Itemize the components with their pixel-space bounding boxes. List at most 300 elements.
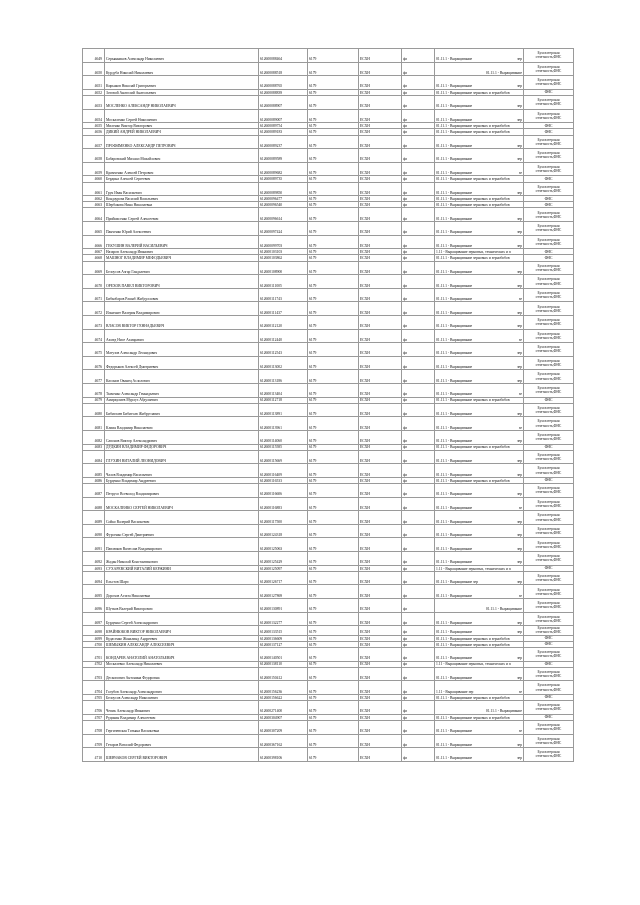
entity-kind: фл [402, 565, 435, 571]
tax-office-code: 6179 [308, 316, 359, 330]
activity-tail: зер [517, 439, 522, 444]
report-source: Бухгалтерская отчетность,ФНС [524, 76, 574, 90]
entity-kind: фл [402, 661, 435, 667]
activity-text: 01.11.1 - Выращивание [436, 378, 473, 383]
tax-office-code: 6179 [308, 89, 359, 95]
table-row [83, 162, 574, 176]
tax-office-code: 6179 [308, 714, 359, 720]
taxpayer-name: Сойко Валерий Васильевич [105, 511, 259, 525]
activity-text: 01.11.1 - Выращивание [436, 365, 473, 370]
inn-value: 612600089237 [259, 135, 308, 149]
taxpayer-name: ГЕКУШИН ВАЛЕРИЙ ВАСИЛЬЕВИЧ [105, 235, 259, 249]
taxpayer-name: ОРЕХОВ ПАВЕЛ ВИКТОРОВИЧ [105, 275, 259, 289]
report-source: ФНС [524, 196, 574, 202]
entity-kind: фл [402, 571, 435, 585]
table-row [83, 235, 574, 249]
activity-text: 01.11.1 - Выращивание [436, 560, 473, 565]
taxpayer-name: Дорохов Агзата Николаевна [105, 585, 259, 599]
activity-tail: зер [517, 742, 522, 747]
tax-regime: ЕСХН [359, 450, 402, 464]
tax-office-code: 6179 [308, 302, 359, 316]
entity-kind: фл [402, 275, 435, 289]
tax-regime: ЕСХН [359, 316, 402, 330]
report-source: Бухгалтерская отчетность,ФНС [524, 62, 574, 76]
tax-regime: ЕСХН [359, 484, 402, 498]
table-row [83, 356, 574, 370]
taxpayer-name: Бабаровский Михаил Михайлович [105, 149, 259, 163]
table-row [83, 370, 574, 384]
activity-code [435, 370, 524, 384]
tax-regime: ЕСХН [359, 477, 402, 483]
activity-tail: зе [518, 171, 522, 176]
row-number: 4665 [83, 222, 105, 236]
activity-tail: зер [517, 630, 522, 635]
tax-regime: ЕСХН [359, 383, 402, 397]
activity-code [435, 109, 524, 123]
tax-regime: ЕСХН [359, 95, 402, 109]
activity-text: 1.11 - Выращивание зерновых, технических и п [436, 250, 511, 255]
report-source: Бухгалтерская отчетность,ФНС [524, 403, 574, 417]
report-source: Бухгалтерская отчетность,ФНС [524, 343, 574, 357]
entity-kind: фл [402, 370, 435, 384]
tax-regime: ЕСХН [359, 202, 402, 208]
taxpayer-name: Ильичнег Валерия Владимирович [105, 302, 259, 316]
tax-office-code: 6179 [308, 370, 359, 384]
activity-tail: зер [517, 84, 522, 89]
tax-office-code: 6179 [308, 565, 359, 571]
row-number: 4662 [83, 196, 105, 202]
activity-text: 01.11.1 - Выращивание зерновых и зернобобов [436, 256, 510, 261]
entity-kind: фл [402, 648, 435, 662]
taxpayer-name: Курдуба Николай Николаевич [105, 62, 259, 76]
inn-value: 612600089183 [259, 129, 308, 135]
report-source: ФНС [524, 565, 574, 571]
taxpayer-name: Приймасенко Сергей Алексеевич [105, 208, 259, 222]
taxpayer-name: Шербакова Нина Николаевна [105, 202, 259, 208]
report-source: Бухгалтерская отчетность,ФНС [524, 667, 574, 681]
activity-code [435, 403, 524, 417]
tax-regime: ЕСХН [359, 626, 402, 635]
tax-regime: ЕСХН [359, 403, 402, 417]
activity-tail: зер [517, 310, 522, 315]
activity-tail: 01.11.1 - Выращивание [485, 709, 522, 714]
tax-regime: ЕСХН [359, 714, 402, 720]
report-source: Бухгалтерская отчетность,ФНС [524, 109, 574, 123]
tax-office-code: 6179 [308, 182, 359, 196]
report-source: Бухгалтерская отчетность,ФНС [524, 135, 574, 149]
report-source: Бухгалтерская отчетность,ФНС [524, 524, 574, 538]
table-row [83, 648, 574, 662]
row-number: 4679 [83, 397, 105, 403]
inn-value: 612600116606 [259, 484, 308, 498]
taxpayer-name: Бибиглаев Бибиесав Жибруглавич [105, 403, 259, 417]
taxpayer-name: ШЕМЫКИН АЛЕКСАНДР АЛЕКСЕЕВИЧ [105, 641, 259, 647]
table-row [83, 383, 574, 397]
activity-text: 1.11 - Выращивание зерновых, технических и п [436, 566, 511, 571]
tax-regime: ЕСХН [359, 612, 402, 626]
activity-text: 01.11.1 - Выращивание зерновых и зернобобов [436, 478, 510, 483]
tax-office-code: 6179 [308, 95, 359, 109]
tax-regime: ЕСХН [359, 497, 402, 511]
taxpayer-name: Москаленко Сергей Николаевич [105, 109, 259, 123]
report-source: Бухгалтерская отчетность,ФНС [524, 497, 574, 511]
activity-code [435, 497, 524, 511]
activity-tail: зе [518, 593, 522, 598]
entity-kind: фл [402, 176, 435, 182]
activity-text: 01.11.1 - Выращивание [436, 243, 473, 248]
activity-tail: зер [517, 412, 522, 417]
activity-text: 01.11.1 - Выращивание зерновых и зернобобов [436, 398, 510, 403]
activity-text: 1.11 - Выращивание зер [436, 689, 474, 694]
tax-office-code: 6179 [308, 734, 359, 748]
inn-value: 612600108900 [259, 261, 308, 275]
activity-code [435, 511, 524, 525]
tax-regime: ЕСХН [359, 208, 402, 222]
entity-kind: фл [402, 49, 435, 63]
tax-office-code: 6179 [308, 255, 359, 261]
entity-kind: фл [402, 356, 435, 370]
tax-office-code: 6179 [308, 249, 359, 255]
activity-text: 01.11.1 - Выращивание [436, 505, 473, 510]
report-source: Бухгалтерская отчетность,ФНС [524, 648, 574, 662]
taxpayer-name: Амиркулиев Мурлуз Абдулаевич [105, 397, 259, 403]
row-number: 4693 [83, 565, 105, 571]
tax-regime: ЕСХН [359, 196, 402, 202]
tax-office-code: 6179 [308, 612, 359, 626]
tax-regime: ЕСХН [359, 49, 402, 63]
tax-regime: ЕСХН [359, 464, 402, 478]
inn-value: 612600088839 [259, 89, 308, 95]
tax-regime: ЕСХН [359, 356, 402, 370]
report-source: Бухгалтерская отчетность,ФНС [524, 316, 574, 330]
table-row [83, 109, 574, 123]
tax-office-code: 6179 [308, 464, 359, 478]
report-source: Бухгалтерская отчетность,ФНС [524, 599, 574, 613]
table-row [83, 329, 574, 343]
activity-text: 01.11.1 - Выращивание зер [436, 580, 478, 585]
entity-kind: фл [402, 714, 435, 720]
report-source: Бухгалтерская отчетность,ФНС [524, 182, 574, 196]
activity-code [435, 524, 524, 538]
tax-office-code: 6179 [308, 129, 359, 135]
tax-office-code: 6179 [308, 196, 359, 202]
entity-kind: фл [402, 477, 435, 483]
tax-regime: ЕСХН [359, 648, 402, 662]
inn-value: 612600125097 [259, 565, 308, 571]
taxpayer-name: Павлюков Вячеслав Владимирович [105, 538, 259, 552]
inn-value: 612600125429 [259, 552, 308, 566]
inn-value: 612600113404 [259, 383, 308, 397]
inn-value: 612600307209 [259, 720, 308, 734]
activity-code [435, 62, 524, 76]
row-number: 4667 [83, 249, 105, 255]
inn-value: 612600138110 [259, 661, 308, 667]
entity-kind: фл [402, 76, 435, 90]
inn-value: 612600126717 [259, 571, 308, 585]
activity-code [435, 222, 524, 236]
taxpayer-name: КОНДАРЕВ АНАТОЛИЙ АНАТОЛЬЕВИЧ [105, 648, 259, 662]
entity-kind: фл [402, 162, 435, 176]
table-row [83, 417, 574, 431]
activity-tail: зер [517, 104, 522, 109]
tax-regime: ЕСХН [359, 302, 402, 316]
inn-value: 612600096614 [259, 208, 308, 222]
entity-kind: фл [402, 484, 435, 498]
tax-regime: ЕСХН [359, 417, 402, 431]
report-source: ФНС [524, 249, 574, 255]
tax-regime: ЕСХН [359, 261, 402, 275]
taxpayer-name: Белоусов Азгар Гандалевич [105, 261, 259, 275]
table-row [83, 612, 574, 626]
table-row [83, 552, 574, 566]
tax-office-code: 6179 [308, 538, 359, 552]
tax-regime: ЕСХН [359, 162, 402, 176]
inn-value: 612600140501 [259, 648, 308, 662]
activity-code [435, 701, 524, 715]
tax-regime: ЕСХН [359, 76, 402, 90]
tax-office-code: 6179 [308, 701, 359, 715]
activity-text: 01.11.1 - Выращивание зерновых и зернобобов [436, 203, 510, 208]
entity-kind: фл [402, 302, 435, 316]
report-source: ФНС [524, 129, 574, 135]
activity-code [435, 565, 524, 571]
tax-regime: ЕСХН [359, 249, 402, 255]
report-source: Бухгалтерская отчетность,ФНС [524, 208, 574, 222]
taxpayer-name: Фурсенко Сергей Дмитриевич [105, 524, 259, 538]
entity-kind: фл [402, 95, 435, 109]
activity-tail: зе [518, 297, 522, 302]
activity-tail: зер [517, 243, 522, 248]
entity-kind: фл [402, 383, 435, 397]
report-source: ФНС [524, 714, 574, 720]
tax-regime: ЕСХН [359, 370, 402, 384]
tax-office-code: 6179 [308, 648, 359, 662]
entity-kind: фл [402, 288, 435, 302]
activity-text: 01.11.1 - Выращивание зерновых и зернобобов [436, 445, 510, 450]
report-source: ФНС [524, 176, 574, 182]
tax-regime: ЕСХН [359, 123, 402, 129]
activity-code [435, 76, 524, 90]
taxpayer-name: ВЛАСОВ ВИКТОР ГЕННАДЬЕВИЧ [105, 316, 259, 330]
activity-text: 01.11.1 - Выращивание [436, 337, 473, 342]
taxpayer-name: КРАЙНЮКОВ ВИКТОР НИКОЛАЕВИЧ [105, 626, 259, 635]
inn-value: 612600137127 [259, 641, 308, 647]
activity-code [435, 95, 524, 109]
tax-office-code: 6179 [308, 62, 359, 76]
tax-regime: ЕСХН [359, 571, 402, 585]
report-source: Бухгалтерская отчетность,ФНС [524, 571, 574, 585]
tax-regime: ЕСХН [359, 734, 402, 748]
taxpayer-name: Ельстов Шарч [105, 571, 259, 585]
activity-tail: зер [517, 580, 522, 585]
tax-regime: ЕСХН [359, 182, 402, 196]
inn-value: 612600127869 [259, 585, 308, 599]
tax-regime: ЕСХН [359, 329, 402, 343]
inn-value: 612600112543 [259, 343, 308, 357]
taxpayer-name: Клиия Владимир Николаевич [105, 417, 259, 431]
activity-text: 01.11.1 - Выращивание зерновых и зернобобов [436, 90, 510, 95]
taxpayer-name: Гергичевская Татьяна Васильевна [105, 720, 259, 734]
table-row [83, 135, 574, 149]
table-row [83, 182, 574, 196]
activity-code [435, 261, 524, 275]
activity-code [435, 356, 524, 370]
activity-code [435, 383, 524, 397]
activity-code [435, 571, 524, 585]
row-number: 4664 [83, 208, 105, 222]
report-source: Бухгалтерская отчетность,ФНС [524, 430, 574, 444]
activity-code [435, 343, 524, 357]
tax-office-code: 6179 [308, 450, 359, 464]
tax-office-code: 6179 [308, 417, 359, 431]
tax-regime: ЕСХН [359, 748, 402, 762]
table-row [83, 316, 574, 330]
activity-tail: зе [518, 425, 522, 430]
report-source: Бухгалтерская отчетность,ФНС [524, 511, 574, 525]
entity-kind: фл [402, 123, 435, 129]
taxpayer-name: Чалов Владимир Васильевич [105, 464, 259, 478]
activity-tail: зер [517, 365, 522, 370]
taxpayer-name: ДИКИЙ АНДРЕЙ НИКОЛАЕВИЧ [105, 129, 259, 135]
activity-text: 01.11.1 - Выращивание [436, 439, 473, 444]
activity-code [435, 275, 524, 289]
tax-office-code: 6179 [308, 162, 359, 176]
taxpayer-name: Федорыков Алексей Дмитриевич [105, 356, 259, 370]
row-number: 4707 [83, 714, 105, 720]
entity-kind: фл [402, 635, 435, 641]
row-number: 4652 [83, 89, 105, 95]
inn-value: 612600117500 [259, 511, 308, 525]
table-row [83, 701, 574, 715]
entity-kind: фл [402, 222, 435, 236]
activity-code [435, 249, 524, 255]
inn-value: 612600089007 [259, 109, 308, 123]
tax-regime: ЕСХН [359, 288, 402, 302]
taxpayer-name: Рудикин Владимир Алексеевич [105, 714, 259, 720]
entity-kind: фл [402, 202, 435, 208]
activity-tail: зер [517, 117, 522, 122]
activity-code [435, 661, 524, 667]
tax-regime: ЕСХН [359, 538, 402, 552]
tax-office-code: 6179 [308, 176, 359, 182]
entity-kind: фл [402, 417, 435, 431]
tax-office-code: 6179 [308, 694, 359, 700]
activity-text: 01.11.1 - Выращивание [436, 546, 473, 551]
report-source: Бухгалтерская отчетность,ФНС [524, 261, 574, 275]
entity-kind: фл [402, 612, 435, 626]
report-source: Бухгалтерская отчетность,ФНС [524, 552, 574, 566]
report-source: ФНС [524, 89, 574, 95]
table-row [83, 734, 574, 748]
activity-tail: зер [517, 351, 522, 356]
inn-value: 612600103862 [259, 255, 308, 261]
report-source: Бухгалтерская отчетность,ФНС [524, 356, 574, 370]
table-row [83, 599, 574, 613]
tax-office-code: 6179 [308, 477, 359, 483]
report-source: ФНС [524, 641, 574, 647]
table-row [83, 511, 574, 525]
activity-text: 01.11.1 - Выращивание зерновых и зернобобов [436, 196, 510, 201]
row-number: 4675 [83, 343, 105, 357]
activity-code [435, 49, 524, 63]
entity-kind: фл [402, 694, 435, 700]
activity-text: 01.11.1 - Выращивание [436, 297, 473, 302]
activity-text: 01.11.1 - Выращивание [436, 492, 473, 497]
taxpayer-name: Бурденко Владимир Андреевич [105, 477, 259, 483]
table-row [83, 681, 574, 695]
taxpayer-name: Назаров Александр Иванович [105, 249, 259, 255]
tax-office-code: 6179 [308, 661, 359, 667]
row-number: 4709 [83, 734, 105, 748]
row-number: 4688 [83, 497, 105, 511]
taxpayer-name: Бибкобаров Рашнб Жибдуллович [105, 288, 259, 302]
tax-regime: ЕСХН [359, 255, 402, 261]
taxpayer-name: ШЕВЧАКОВ СЕРГЕЙ ВИКТОРОВИЧ [105, 748, 259, 762]
tax-office-code: 6179 [308, 222, 359, 236]
tax-regime: ЕСХН [359, 565, 402, 571]
tax-regime: ЕСХН [359, 599, 402, 613]
activity-text: 01.11.1 - Выращивание [436, 676, 473, 681]
inn-value: 612600111005 [259, 275, 308, 289]
taxpayer-name: Зотовой Анатолий Анатольевич [105, 89, 259, 95]
taxpayer-name: ГЛУХИН ВИТАЛИЙ ЛЕОНИДОВИЧ [105, 450, 259, 464]
activity-text: 01.11.1 - Выращивание зерновых и зернобобов [436, 124, 510, 129]
taxpayer-name: МОСЛЕНКО АЛЕКСАНДР НИКОЛАЕВИЧ [105, 95, 259, 109]
row-number: 4701 [83, 648, 105, 662]
activity-text: 1.11 - Выращивание зерновых, технических и п [436, 662, 511, 667]
activity-tail: зер [517, 143, 522, 148]
activity-text: 01.11.1 - Выращивание [436, 459, 473, 464]
entity-kind: фл [402, 397, 435, 403]
activity-tail: зер [517, 324, 522, 329]
activity-tail: зер [517, 230, 522, 235]
taxpayer-name: МАШНОГ ВЛАДИМИР МЕФОДЬЕВИЧ [105, 255, 259, 261]
activity-text: 01.11.1 - Выращивание [436, 283, 473, 288]
row-number: 4700 [83, 641, 105, 647]
tax-office-code: 6179 [308, 484, 359, 498]
tax-office-code: 6179 [308, 720, 359, 734]
activity-text: 01.11.1 - Выращивание [436, 630, 473, 635]
inn-value: 612600096477 [259, 196, 308, 202]
activity-code [435, 182, 524, 196]
report-source: Бухгалтерская отчетность,ФНС [524, 417, 574, 431]
taxpayer-name: Шутков Валерий Викторович [105, 599, 259, 613]
inn-value: 612600113186 [259, 370, 308, 384]
table-row [83, 275, 574, 289]
tax-office-code: 6179 [308, 681, 359, 695]
row-number: 4683 [83, 444, 105, 450]
entity-kind: фл [402, 89, 435, 95]
report-source: Бухгалтерская отчетность,ФНС [524, 222, 574, 236]
tax-regime: ЕСХН [359, 62, 402, 76]
activity-text: 01.11.1 - Выращивание зерновых и зернобобов [436, 636, 510, 641]
entity-kind: фл [402, 667, 435, 681]
entity-kind: фл [402, 129, 435, 135]
report-source: Бухгалтерская отчетность,ФНС [524, 748, 574, 762]
row-number: 4699 [83, 635, 105, 641]
row-number: 4690 [83, 524, 105, 538]
row-number: 4695 [83, 585, 105, 599]
activity-tail: зер [517, 459, 522, 464]
entity-kind: фл [402, 208, 435, 222]
inn-value: 612600088907 [259, 95, 308, 109]
table-row [83, 95, 574, 109]
activity-code [435, 417, 524, 431]
activity-code [435, 302, 524, 316]
entity-kind: фл [402, 497, 435, 511]
tax-regime: ЕСХН [359, 129, 402, 135]
table-row [83, 430, 574, 444]
